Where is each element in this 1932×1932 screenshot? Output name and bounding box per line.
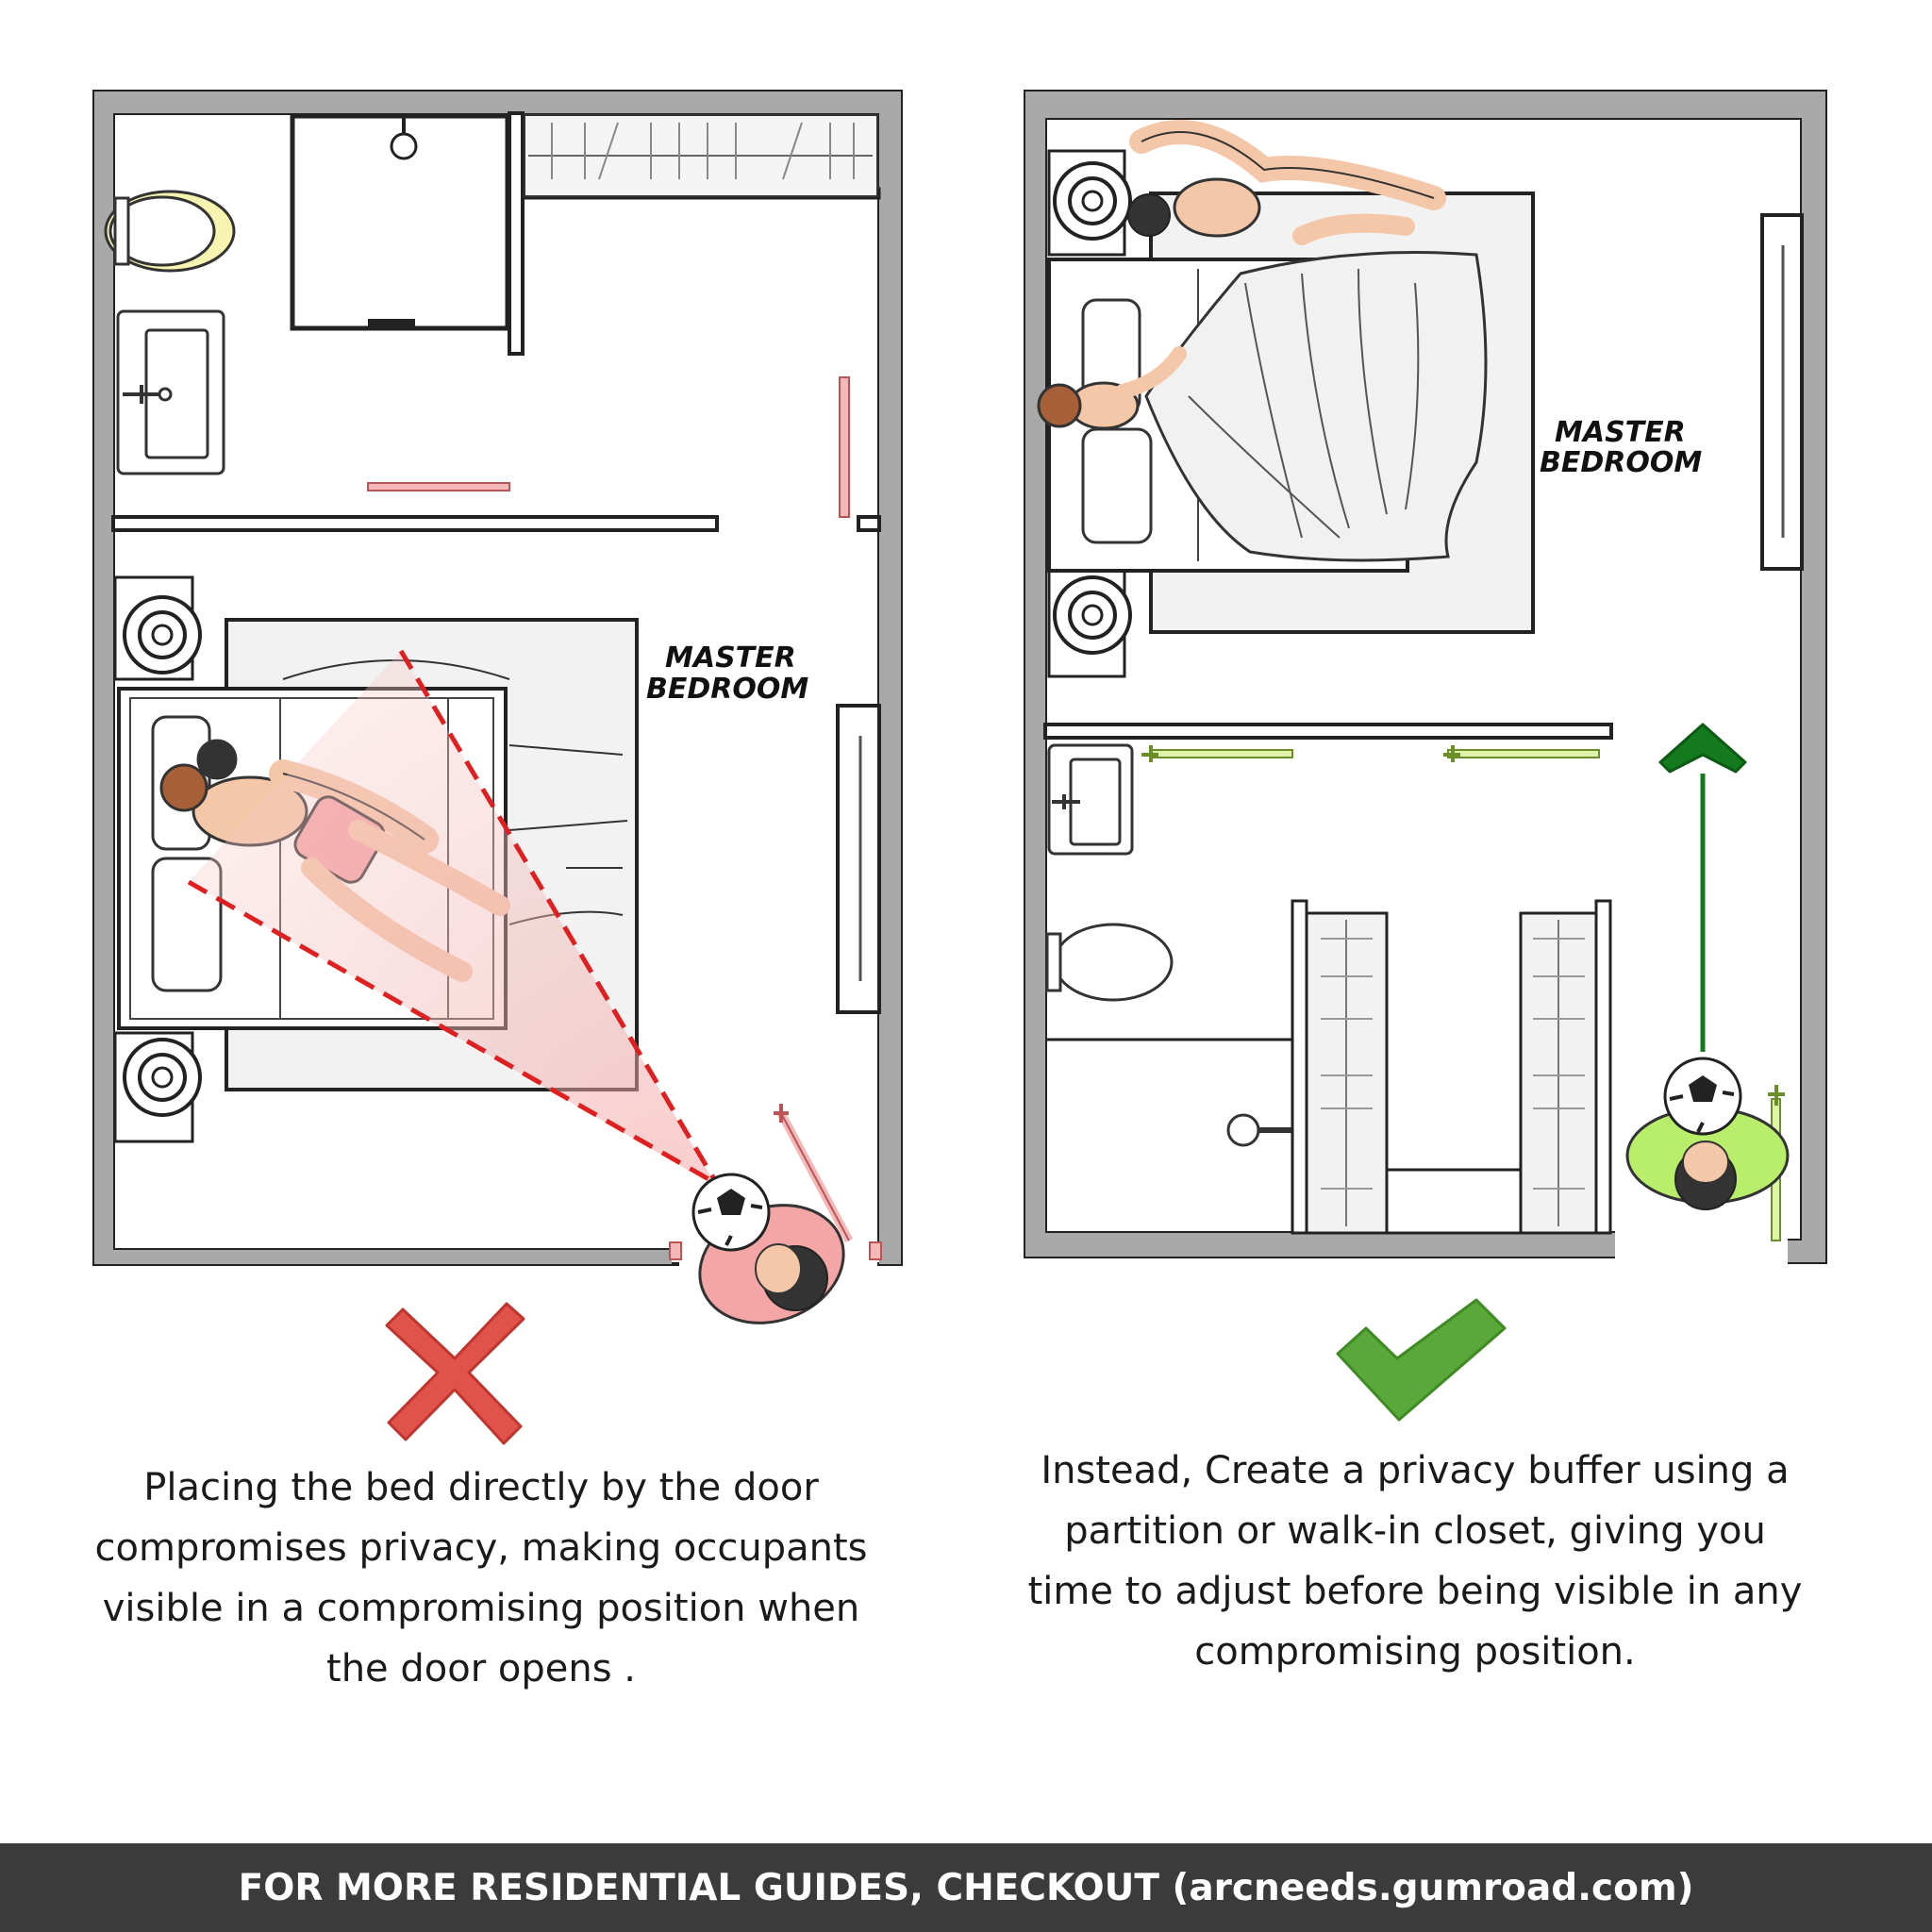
cross-icon xyxy=(387,1304,524,1443)
caption-bad-placement: Placing the bed directly by the door compromises privacy, making occupants visible in a compromising position when the door opens . xyxy=(94,1466,868,1690)
room-label-line1: MASTER xyxy=(665,641,796,675)
check-icon xyxy=(1338,1300,1505,1420)
left-floor-plan xyxy=(94,92,901,1342)
room-label-line2: BEDROOM xyxy=(646,673,809,706)
room-label-line2: BEDROOM xyxy=(1540,446,1703,479)
room-label-line1: MASTER xyxy=(1555,416,1686,449)
footer-banner xyxy=(0,1843,1932,1932)
path-arrow xyxy=(1660,724,1745,1052)
person-entering-left xyxy=(683,1174,860,1342)
person-entering-right xyxy=(1627,1058,1788,1209)
right-floor-plan xyxy=(1025,92,1825,1262)
footer-text: FOR MORE RESIDENTIAL GUIDES, CHECKOUT (arcneeds.gumroad.com) xyxy=(238,1866,1694,1909)
caption-privacy-buffer: Instead, Create a privacy buffer using a partition or walk-in closet, giving you time to adjust before being visible in any compromising position. xyxy=(1027,1449,1803,1674)
